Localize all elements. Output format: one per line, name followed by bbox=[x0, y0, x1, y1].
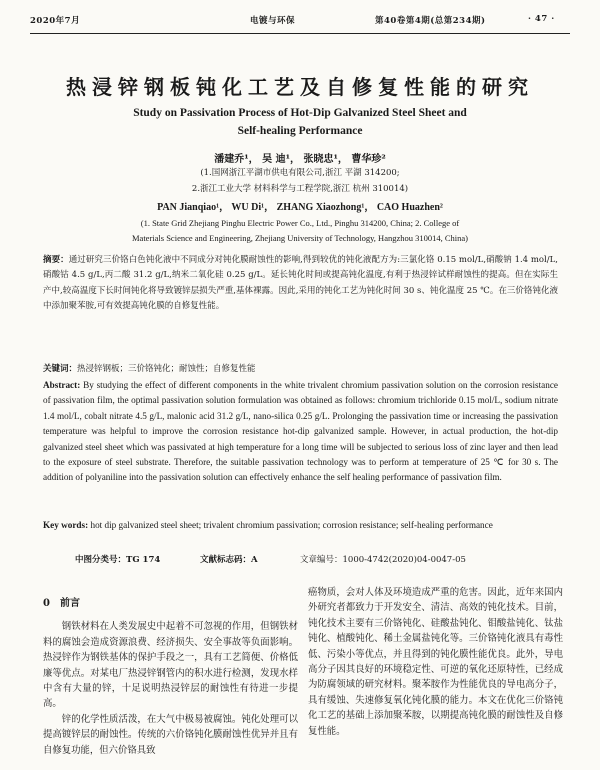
intro-paragraph-2: 锌的化学性质活泼，在大气中极易被腐蚀。钝化处理可以提高镀锌层的耐蚀性。传统的六价铬钝化膜耐蚀性优异并且有自修复功能，但六价铬具致 bbox=[43, 713, 298, 756]
authors-zh: 潘建乔¹， 吴 迪¹， 张晓忠¹， 曹华珍² bbox=[214, 154, 386, 165]
keywords-en-text: hot dip galvanized steel sheet; trivalent chromium passivation; corrosion resistance; self-healing performance bbox=[90, 520, 493, 530]
header-rule bbox=[30, 33, 570, 34]
doc-code: 文献标志码：A bbox=[200, 555, 258, 565]
title-zh: 热浸锌钢板钝化工艺及自修复性能的研究 bbox=[66, 75, 534, 99]
keywords-zh-label: 关键词： bbox=[43, 364, 78, 374]
keywords-zh bbox=[43, 362, 558, 377]
abstract-zh-text: 通过研究三价铬白色钝化液中不同成分对钝化膜耐蚀性的影响,得到较优的钝化液配方为:三氯化铬 0.15 mol/L,硝酸钠 1.4 mol/L,硝酸钴 4.5 g/L,丙二酸 31.2 g/L,纳米二氧化硅 0.25 g/L。延长钝化时间或提高钝化温度,有利于热浸锌试样耐蚀性的提高。但在实际生产中,较高温度下长时间钝化将导致镀锌层损失严重,基体裸露。因此,采用的钝化工艺为钝化时间 30 s、钝化温度 25 ℃。在三价铬钝化液中添加聚苯胺,可有效提高钝化膜的自修复性能。 bbox=[43, 255, 558, 312]
clc-number: 中图分类号：TG 174 bbox=[75, 555, 161, 565]
keywords-en-label: Key words: bbox=[43, 520, 89, 530]
keywords-zh-text: 热浸锌钢板；三价铬钝化；耐蚀性；自修复性能 bbox=[77, 364, 256, 374]
header-date: 2020年7月 bbox=[30, 16, 81, 26]
abstract-en-label: Abstract: bbox=[43, 380, 81, 390]
affiliation-en-2: Materials Science and Engineering, Zhejiang University of Technology, Hangzhou 310014, China) bbox=[131, 233, 468, 243]
authors-en: PAN Jianqiao¹， WU Di¹， ZHANG Xiaozhong¹， CAO Huazhen² bbox=[157, 202, 443, 213]
title-en-line-2: Self-healing Performance bbox=[237, 125, 363, 137]
article-number: 文章编号：1000-4742(2020)04-0047-05 bbox=[300, 555, 466, 565]
header-journal: 电镀与环保 bbox=[250, 16, 296, 26]
right-column: 癌物质，会对人体及环境造成严重的危害。因此，近年来国内外研究者都致力于开发安全、清洁、高效的钝化技术。目前，钝化技术主要有三价铬钝化、硅酸盐钝化、钼酸盐钝化、钛盐钝化、植酸钝化、稀土金属盐钝化等。三价铬钝化液具有毒性低、污染小等优点，并且得到的钝化膜性能优良。此外，导电高分子因其良好的环境稳定性、可逆的氧化还原特性，已经成为防腐领域的研究材料。聚苯胺作为性能优良的导电高分子，具有缓蚀、失速修复氧化钝化膜的能力。本文在优化三价铬钝化工艺的基础上添加聚苯胺，以期提高钝化膜的耐蚀性及自修复性能。 bbox=[308, 587, 563, 737]
intro-paragraph-1: 钢铁材料在人类发展史中起着不可忽视的作用，但钢铁材料的腐蚀会造成资源浪费、经济损失、安全事故等负面影响。热浸锌作为钢铁基体的保护手段之一，具有工艺简便、价格低廉等优点。对某电厂热浸锌钢管内的积水进行检测，发现水样中含有大量的锌，十足说明热浸锌层的耐蚀性有待进一步提高。 bbox=[43, 621, 298, 710]
section-title: 0 前言 bbox=[43, 598, 80, 609]
header-page: · 47 · bbox=[528, 14, 555, 24]
affiliation-en-1: (1. State Grid Zhejiang Pinghu Electric Power Co., Ltd., Pinghu 314200, China; 2. College of bbox=[140, 218, 460, 228]
left-column bbox=[43, 582, 298, 758]
affiliation-zh-2: 2.浙江工业大学 材料科学与工程学院,浙江 杭州 310014) bbox=[191, 184, 409, 194]
header-volume: 第40卷第4期(总第234期) bbox=[375, 16, 486, 26]
abstract-zh-label: 摘要： bbox=[43, 255, 69, 265]
abstract-zh bbox=[43, 253, 558, 315]
title-en-line-1: Study on Passivation Process of Hot-Dip Galvanized Steel Sheet and bbox=[133, 107, 467, 119]
abstract-en-text: By studying the effect of different components in the white trivalent chromium passivation solution on the corrosion resistance of passivation film, the optimal passivation solution formulation was obtained as follows: chromium trichloride 0.15 mol/L, sodium nitrate 1.4 mol/L, cobalt nitrate 4.5 g/L, malonic acid 31.2 g/L, nano-silica 0.25 g/L. Prolonging the passivation time or increasing the passivation temperature was helpful to improve the corrosion resistance hot-dip galvanized sample. However, in actual production, the hot-dip galvanized steel sheet which was passivated at high temperature for a long time will be subjected to serious loss of zinc layer and then lead to the exposure of steel substrate. Therefore, the suitable passivation technology was to perform at temperature of 25 ℃ for 30 s. The addition of polyaniline into the passivation solution can effectively enhance the self healing performance of passivation film. bbox=[43, 380, 558, 483]
affiliation-zh-1: (1.国网浙江平湖市供电有限公司,浙江 平湖 314200; bbox=[200, 168, 400, 178]
keywords-en bbox=[43, 518, 558, 533]
abstract-en bbox=[43, 378, 558, 486]
